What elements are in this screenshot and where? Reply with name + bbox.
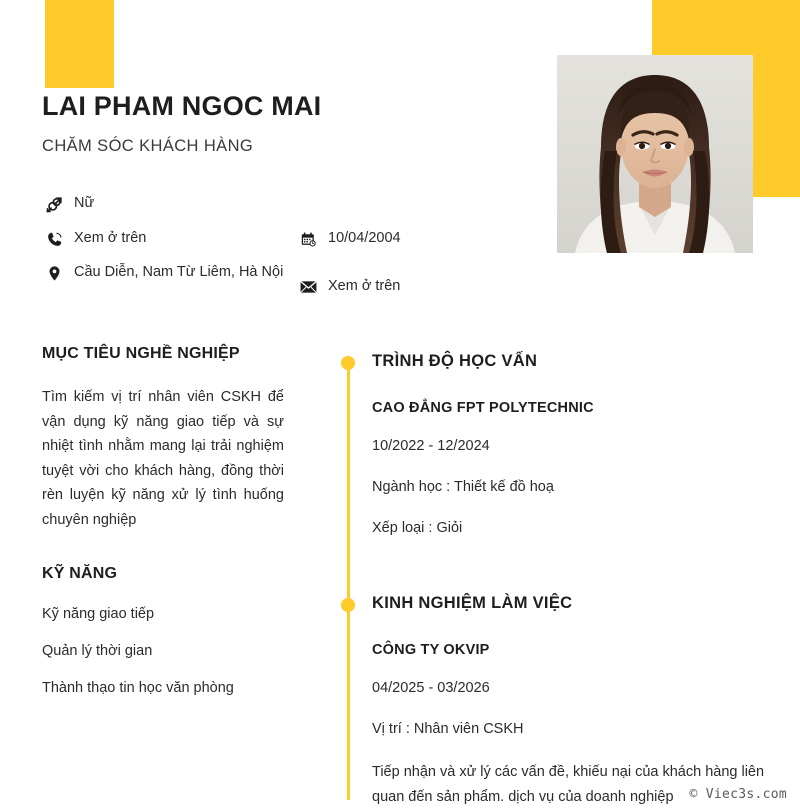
contact-value-email: Xem ở trên: [328, 278, 401, 294]
contact-row-phone: [42, 228, 292, 250]
email-icon: [296, 276, 320, 298]
contact-value-gender: Nữ: [74, 195, 95, 211]
timeline-entry-education: [346, 352, 766, 539]
decorative-yellow-block-left: [45, 0, 114, 88]
experience-organization: CÔNG TY OKVIP: [372, 642, 490, 658]
timeline-dot-icon: [341, 356, 355, 370]
timeline-dot-icon: [341, 598, 355, 612]
education-major: Ngành học : Thiết kế đồ hoạ: [372, 479, 554, 495]
contact-value-birthdate: 10/04/2004: [328, 230, 401, 246]
objective-text: Tìm kiếm vị trí nhân viên CSKH để vận dụng kỹ năng giao tiếp và sự nhiệt tình nhằm mang lại trải nghiệm tuyệt vời cho khách hàng, đồng thời rèn luyện kỹ năng xử lý tình huống chuyên nghiệp: [42, 389, 284, 528]
experience-period: 04/2025 - 03/2026: [372, 680, 490, 696]
skill-item: Thành thạo tin học văn phòng: [42, 680, 234, 696]
phone-icon: [42, 228, 66, 250]
contact-value-phone: Xem ở trên: [74, 230, 147, 246]
timeline-entry-experience: [346, 594, 766, 810]
section-heading-education: TRÌNH ĐỘ HỌC VẤN: [372, 352, 538, 370]
right-column: [346, 352, 766, 810]
candidate-role: CHĂM SÓC KHÁCH HÀNG: [42, 136, 254, 155]
section-heading-experience: KINH NGHIỆM LÀM VIỆC: [372, 594, 573, 612]
education-grade: Xếp loại : Giỏi: [372, 520, 463, 536]
experience-position: Vị trí : Nhân viên CSKH: [372, 721, 524, 737]
contact-row-address: [42, 262, 292, 284]
contact-row-gender: [42, 193, 292, 215]
skill-item: Kỹ năng giao tiếp: [42, 606, 155, 622]
education-organization: CAO ĐẲNG FPT POLYTECHNIC: [372, 400, 594, 416]
location-icon: [42, 262, 66, 284]
timeline-spacer: [346, 559, 766, 594]
contact-row-email: [296, 276, 536, 298]
contact-value-address: Cầu Diễn, Nam Từ Liêm, Hà Nội: [74, 264, 284, 280]
calendar-icon: [296, 228, 320, 250]
profile-photo: [557, 55, 753, 253]
contact-info-left: [42, 193, 292, 296]
candidate-name: LAI PHAM NGOC MAI: [42, 91, 322, 121]
skill-item: Quản lý thời gian: [42, 643, 153, 659]
experience-description: Tiếp nhận và xử lý các vấn đề, khiếu nại của khách hàng liên quan đến sản phẩm. dịch vụ của doanh nghiệp: [372, 764, 765, 805]
section-heading-objective: MỤC TIÊU NGHỀ NGHIỆP: [42, 345, 240, 362]
header-block: [42, 92, 522, 156]
section-heading-skills: KỸ NĂNG: [42, 565, 118, 582]
left-column: [42, 345, 284, 698]
education-period: 10/2022 - 12/2024: [372, 438, 490, 454]
gender-icon: [42, 193, 66, 215]
contact-row-birthdate: [296, 228, 536, 250]
contact-info-right: [296, 228, 536, 324]
watermark: © Viec3s.com: [689, 787, 787, 802]
